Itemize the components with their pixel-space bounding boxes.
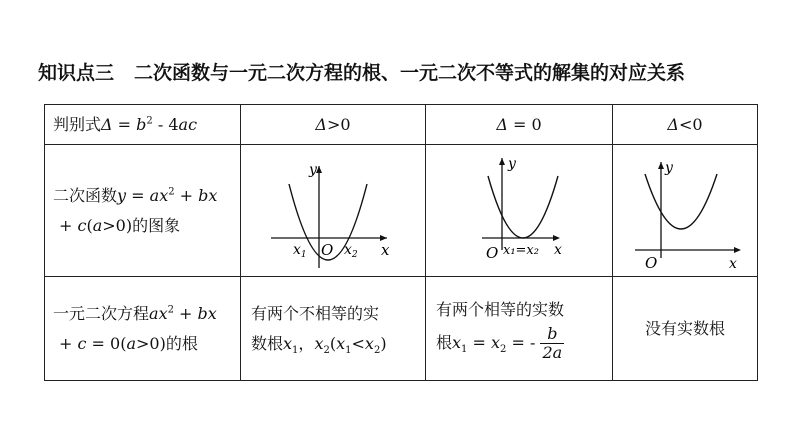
double-root-label: x₁=x₂: [503, 242, 539, 258]
plus-sign: +: [174, 185, 199, 205]
y-axis-label: y: [508, 155, 516, 172]
x-axis-label: x: [554, 241, 562, 258]
relation-table: [44, 104, 758, 381]
parabola-no-root-graph: [613, 146, 757, 276]
comma: ，: [298, 333, 315, 353]
var-x: x: [158, 303, 168, 323]
parabola-double-root-graph: [426, 146, 612, 276]
graph-label-line1: [53, 181, 240, 211]
graph-cell-negative: [613, 145, 758, 277]
var-x: x: [159, 185, 169, 205]
delta-symbol: Δ: [101, 114, 113, 134]
var-b: b: [136, 114, 147, 134]
gt-zero: >0): [102, 215, 133, 235]
var-c: c: [77, 333, 87, 353]
var-a: a: [126, 333, 137, 353]
var-a: a: [149, 303, 159, 323]
subscript-1: 1: [292, 344, 299, 356]
root-text: 根: [436, 333, 453, 352]
exponent-2: 2: [168, 186, 175, 198]
roots-text: 的根: [165, 333, 198, 353]
var-x: x: [207, 303, 217, 323]
x-axis-arrow: [553, 235, 560, 241]
var-a: a: [92, 215, 103, 235]
y-axis-label: y: [309, 161, 317, 178]
fraction-denominator: 2a: [542, 343, 563, 362]
fraction-numerator: b: [540, 325, 564, 344]
x-axis-label: x: [729, 255, 737, 272]
delta-symbol: Δ: [315, 114, 327, 134]
header-row: [45, 105, 758, 145]
fraction-b-over-2a: [540, 325, 564, 362]
header-delta-positive: [241, 105, 426, 145]
delta-symbol: Δ: [496, 114, 508, 134]
var-x: x: [208, 185, 218, 205]
var-ac: ac: [178, 114, 198, 134]
minus-four: - 4: [152, 114, 179, 134]
plus-sign: +: [59, 333, 78, 353]
graph-cell-zero: [426, 145, 613, 277]
roots-row: [45, 277, 758, 381]
y-axis-arrow: [499, 158, 505, 165]
quadratic-equation-text: 一元二次方程: [53, 303, 150, 323]
origin-label: O: [321, 240, 334, 259]
parabola-curve: [645, 174, 717, 229]
x-axis-label: x: [381, 240, 390, 259]
equals-minus: = -: [506, 333, 541, 352]
subscript-2: 2: [373, 344, 381, 356]
paren-close: ): [380, 333, 387, 353]
origin-label: O: [645, 253, 658, 272]
plus-sign: +: [173, 303, 198, 323]
y-axis-arrow: [658, 162, 664, 169]
root-x1-label: $x_1$: [293, 241, 307, 260]
roots-cell-negative: [613, 277, 758, 381]
header-discriminant-cell: [45, 105, 241, 145]
subscript-2: 2: [323, 344, 330, 356]
header-delta-negative: [613, 105, 758, 145]
parabola-two-roots-graph: [241, 146, 425, 276]
two-equal-roots-line1: 有两个相等的实数: [436, 300, 565, 319]
subscript-1: 1: [345, 344, 352, 356]
two-distinct-roots-line1: 有两个不相等的实: [251, 303, 380, 323]
real-roots-text: 数根: [251, 333, 284, 353]
gt-zero: >0: [326, 114, 351, 134]
no-real-roots-text: 没有实数根: [644, 318, 725, 338]
roots-cell-positive: [241, 277, 426, 381]
two-equal-roots-line2: [436, 325, 612, 362]
origin-label: O: [486, 243, 499, 262]
graph-label-line2: [53, 211, 240, 241]
var-x: x: [452, 333, 462, 352]
y-axis-label: y: [665, 159, 673, 176]
equals-sign: =: [467, 333, 491, 352]
paren-open: (: [329, 333, 337, 353]
page-title: [38, 58, 778, 85]
roots-cell-zero: [426, 277, 613, 381]
graph-row: [45, 145, 758, 277]
graph-text: 的图象: [132, 215, 181, 235]
var-x: x: [491, 333, 501, 352]
two-distinct-roots-line2: [251, 329, 425, 359]
exponent-2: 2: [146, 115, 153, 127]
exponent-2: 2: [167, 304, 174, 316]
header-delta-zero: [426, 105, 613, 145]
x-axis-arrow: [734, 247, 741, 253]
gt-zero: >0): [136, 333, 166, 353]
root-x2-label: $x_2$: [344, 241, 358, 260]
less-than: <: [351, 333, 365, 353]
graph-cell-positive: [241, 145, 426, 277]
paren-open: (: [86, 215, 93, 235]
eq-zero: = 0: [507, 114, 542, 134]
discriminant-label: 判别式: [53, 114, 102, 134]
equals-zero: = 0(: [86, 333, 127, 353]
parabola-curve: [488, 176, 558, 238]
equals-sign: =: [112, 114, 137, 134]
var-b: b: [198, 185, 209, 205]
graph-label-cell: [45, 145, 241, 277]
roots-label-cell: [45, 277, 241, 381]
var-c: c: [77, 215, 87, 235]
var-x: x: [283, 333, 293, 353]
var-b: b: [197, 303, 208, 323]
title-label: 知识点三: [38, 62, 115, 84]
roots-label-line2: [53, 329, 240, 359]
var-x: x: [364, 333, 374, 353]
equals-sign: =: [126, 185, 150, 205]
subscript-1: 1: [461, 344, 468, 356]
quadratic-function-text: 二次函数: [53, 185, 118, 205]
var-y: y: [117, 185, 127, 205]
lt-zero: <0: [678, 114, 703, 134]
subscript-2: 2: [500, 344, 507, 356]
title-text: 二次函数与一元二次方程的根、一元二次不等式的解集的对应关系: [134, 62, 686, 84]
var-x: x: [336, 333, 346, 353]
delta-symbol: Δ: [667, 114, 679, 134]
var-x: x: [314, 333, 324, 353]
roots-label-line1: [53, 299, 240, 329]
var-a: a: [149, 185, 160, 205]
plus-sign: +: [59, 215, 78, 235]
